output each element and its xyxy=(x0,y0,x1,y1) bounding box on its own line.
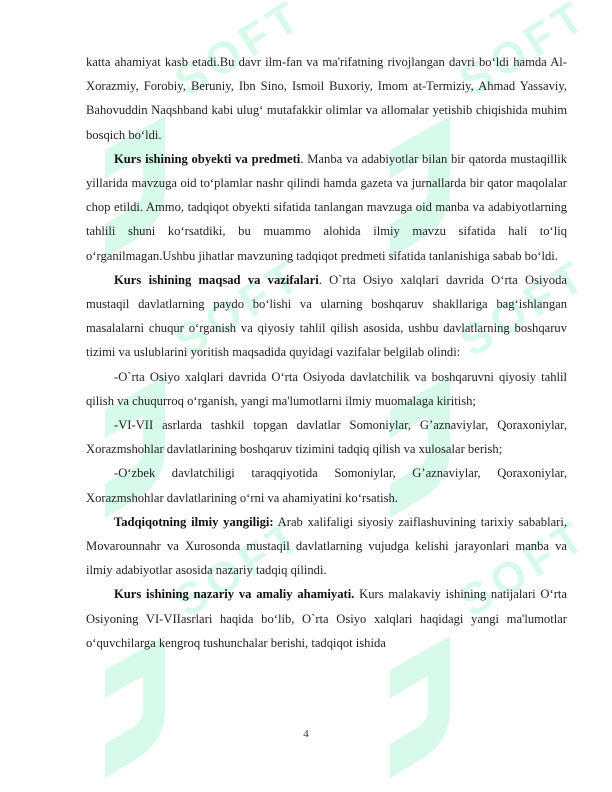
paragraph-p7 xyxy=(86,582,567,655)
document-body xyxy=(86,50,567,655)
paragraph-p1 xyxy=(86,147,567,268)
paragraph-text: Kurs malakaviy ishining natijalari O‘rta Osiyoning VI-VIIasrlari haqida bo‘lib, O`rta Osiyo xalqlari haqidagi yangi ma'lumotlar o‘quvchilarga kengroq tushunchalar berishi, tadqiqot ishida xyxy=(86,587,567,650)
paragraph-text: -O‘zbek davlatchiligi taraqqiyotida Somoniylar, G’aznaviylar, Qoraxoniylar, Xorazmshohlar davlatlarining o‘rni va ahamiyatini ko‘rsatish. xyxy=(86,466,567,505)
paragraph-text: katta ahamiyat kasb etadi.Bu davr ilm-fan va ma'rifatning rivojlangan davri bo‘ldi hamda Al-Xorazmiy, Forobiy, Beruniy, Ibn Sino, Ismoil Buxoriy, Imom at-Termiziy, Ahmad Yassaviy, Bahovuddin Naqshband kabi ulug‘ mutafakkir olimlar va allomalar yetishib chiqishida muhim bosqich bo‘ldi. xyxy=(86,55,567,142)
paragraph-p0 xyxy=(86,50,567,147)
paragraph-heading: Kurs ishining nazariy va amaliy ahamiyati. xyxy=(114,587,355,602)
paragraph-p2 xyxy=(86,268,567,365)
paragraph-heading: Tadqiqotning ilmiy yangiligi: xyxy=(114,514,274,529)
paragraph-p6 xyxy=(86,510,567,583)
paragraph-heading: Kurs ishining obyekti va predmeti xyxy=(114,151,301,166)
paragraph-text: Arab xalifaligi siyosiy zaiflashuvining tarixiy sabablari, Movarounnahr va Xurosonda mustaqil davlatlarning vujudga kelishi jarayonlari manba va ilmiy adabiyotlar asosida nazariy tadqiq qilindi. xyxy=(86,514,567,578)
paragraph-p5 xyxy=(86,461,567,509)
paragraph-text: -O`rta Osiyo xalqlari davrida O‘rta Osiyoda davlatchilik va boshqaruvni qiyosiy tahlil qilish va chuqurroq o‘rganish, yangi ma'lumotlarni ilmiy muomalaga kiritish; xyxy=(86,369,567,408)
paragraph-heading: Kurs ishining maqsad va vazifalari xyxy=(114,272,319,287)
paragraph-text: . Manba va adabiyotlar bilan bir qatorda mustaqillik yillarida mavzuga oid to‘plamlar nashr qilindi hamda gazeta va jurnallarda bir qator maqolalar chop etildi. Ammo, tadqiqot obyekti sifatida tanlangan mavzuga oid manba va adabiyotlarning tahlili shuni ko‘rsatdiki, bu muammo alohida ilmiy mavzu sifatida hali to‘liq o‘rganilmagan.Ushbu jihatlar mavzuning tadqiqot predmeti sifatida tanlanishiga sabab bo‘ldi. xyxy=(86,151,567,263)
paragraph-p3 xyxy=(86,365,567,413)
paragraph-text: . O`rta Osiyo xalqlari davrida O‘rta Osiyoda mustaqil davlatlarning paydo bo‘lishi va ularning boshqaruv shakllariga bag‘ishlangan masalalarni chuqur o‘rganish va qiyosiy tahlil qilish asosida, ushbu davlatlarning boshqaruv tizimi va uslublarini yoritish maqsadida quyidagi vazifalar belgilab olindi: xyxy=(86,272,567,360)
paragraph-p4 xyxy=(86,413,567,461)
paragraph-text: -VI-VII asrlarda tashkil topgan davlatlar Somoniylar, G’aznaviylar, Qoraxoniylar, Xorazmshohlar davlatlarining boshqaruv tizimini tadqiq qilish va xulosalar berish; xyxy=(86,418,567,457)
page-number: 4 xyxy=(303,728,309,740)
